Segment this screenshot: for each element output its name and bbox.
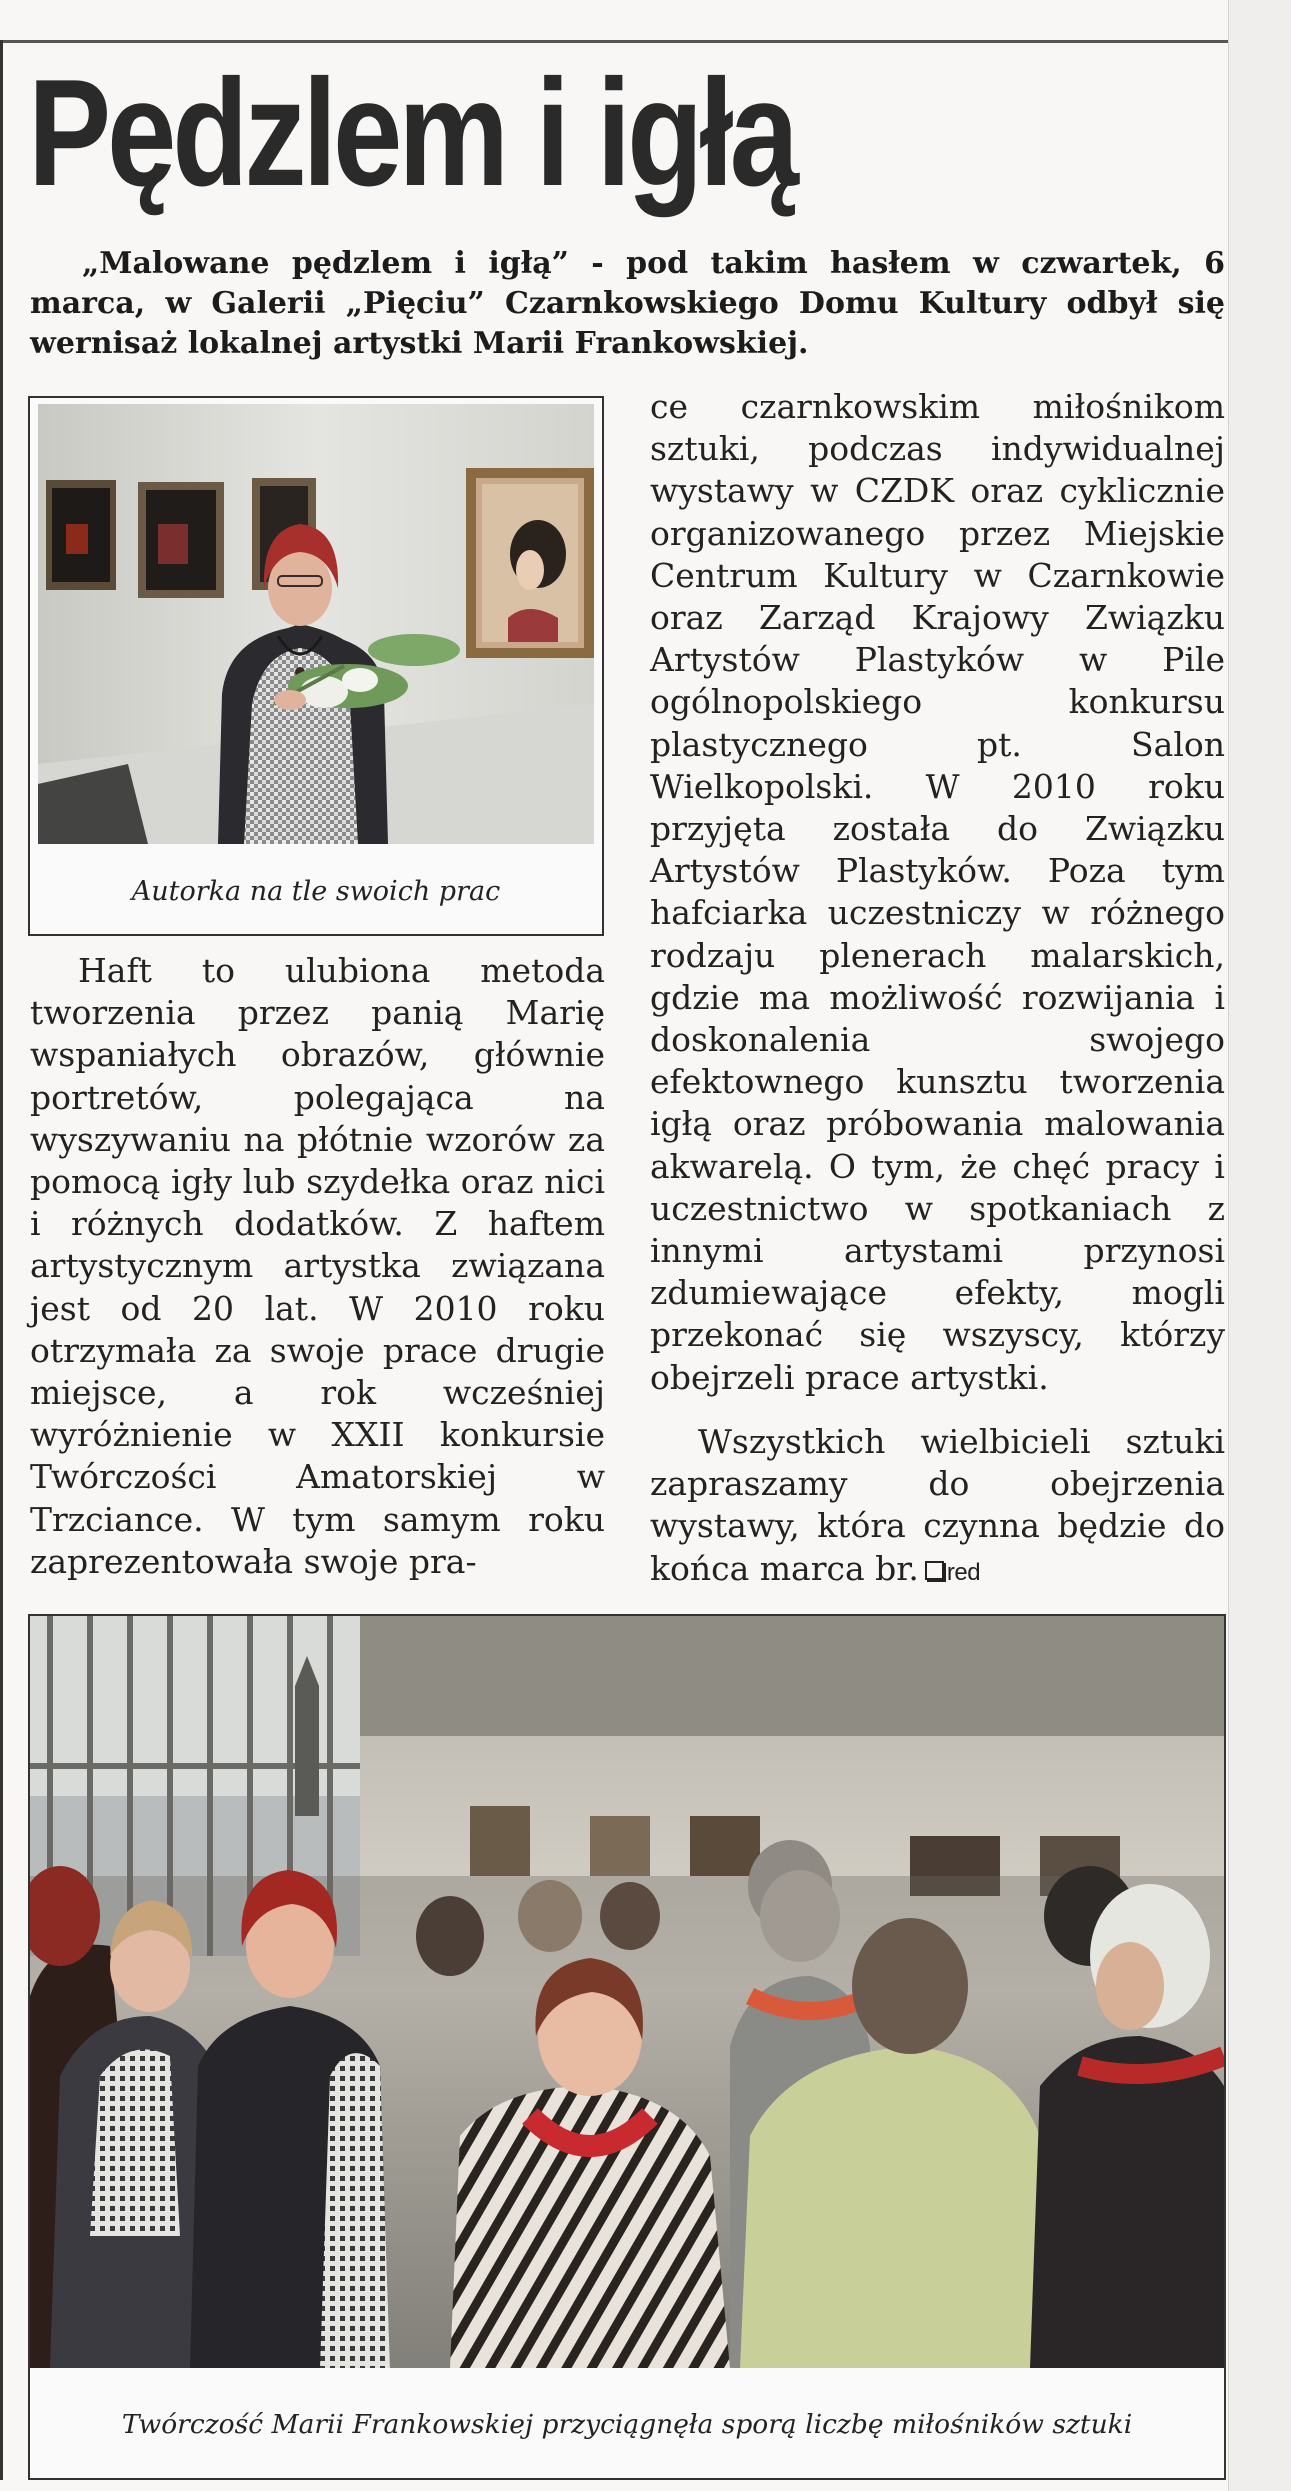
- photo-author-frame: [28, 396, 604, 936]
- article-signature: [925, 1559, 980, 1586]
- photo-crowd: [30, 1616, 1224, 2368]
- article-lead: „Malowane pędzlem i igłą” - pod takim hasłem w czwartek, 6 marca, w Galerii „Pięciu” Czarnkowskiego Domu Kultury odbył się wernisaż lokalnej artystki Marii Frankowskiej.: [30, 246, 1225, 361]
- article-column-right-paragraph-2: [650, 1421, 1225, 1594]
- page-border-left: [0, 40, 3, 2480]
- signature-box-icon: [925, 1561, 944, 1580]
- closing-paragraph-text: Wszystkich wielbicieli sztuki zapraszamy do obejrzenia wystawy, która czynna będzie do końca marca br.: [650, 1422, 1225, 1588]
- signature-text: red: [946, 1558, 981, 1586]
- article-headline: Pędzlem i igłą: [28, 48, 795, 218]
- photo-crowd-frame: [28, 1614, 1226, 2480]
- photo-author: [38, 404, 594, 844]
- adjacent-page-margin: [1228, 0, 1291, 2491]
- photo-author-caption: Autorka na tle swoich prac: [131, 876, 501, 907]
- article-column-right-paragraph-1: ce czarnkowskim miłośnikom sztuki, podczas indywidualnej wystawy w CZDK oraz cyklicznie organizowanego przez Miejskie Centrum Kultury w Czarnkowie oraz Zarząd Krajowy Związku Artystów Plastyków w Pile ogólnopolskiego konkursu plastycznego pt. Salon Wielkopolski. W 2010 roku przyjęta została do Związku Artystów Plastyków. Poza tym hafciarka uczestniczy w różnego rodzaju plenerach malarskich, gdzie ma możliwość rozwijania i doskonalenia swojego efektownego kunsztu tworzenia igłą oraz próbowania malowania akwarelą. O tym, że chęć pracy i uczestnictwo w spotkaniach z innymi artystami przynosi zdumiewające efekty, mogli przekonać się wszyscy, którzy obejrzeli prace artystki.: [650, 387, 1225, 1397]
- article-column-left: Haft to ulubiona metoda tworzenia przez panią Marię wspaniałych obrazów, głównie portretów, polegająca na wyszywaniu na płótnie wzorów za pomocą igły lub szydełka oraz nici i różnych dodatków. Z haftem artystycznym artystka związana jest od 20 lat. W 2010 roku otrzymała za swoje prace drugie miejsce, a rok wcześniej wyróżnienie w XXII konkursie Twórczości Amatorskiej w Trzciance. W tym samym roku zaprezentowała swoje pra-: [30, 951, 605, 1581]
- page-border-top: [0, 40, 1228, 43]
- photo-crowd-caption: Twórczość Marii Frankowskiej przyciągnęła sporą liczbę miłośników sztuki: [121, 2409, 1133, 2440]
